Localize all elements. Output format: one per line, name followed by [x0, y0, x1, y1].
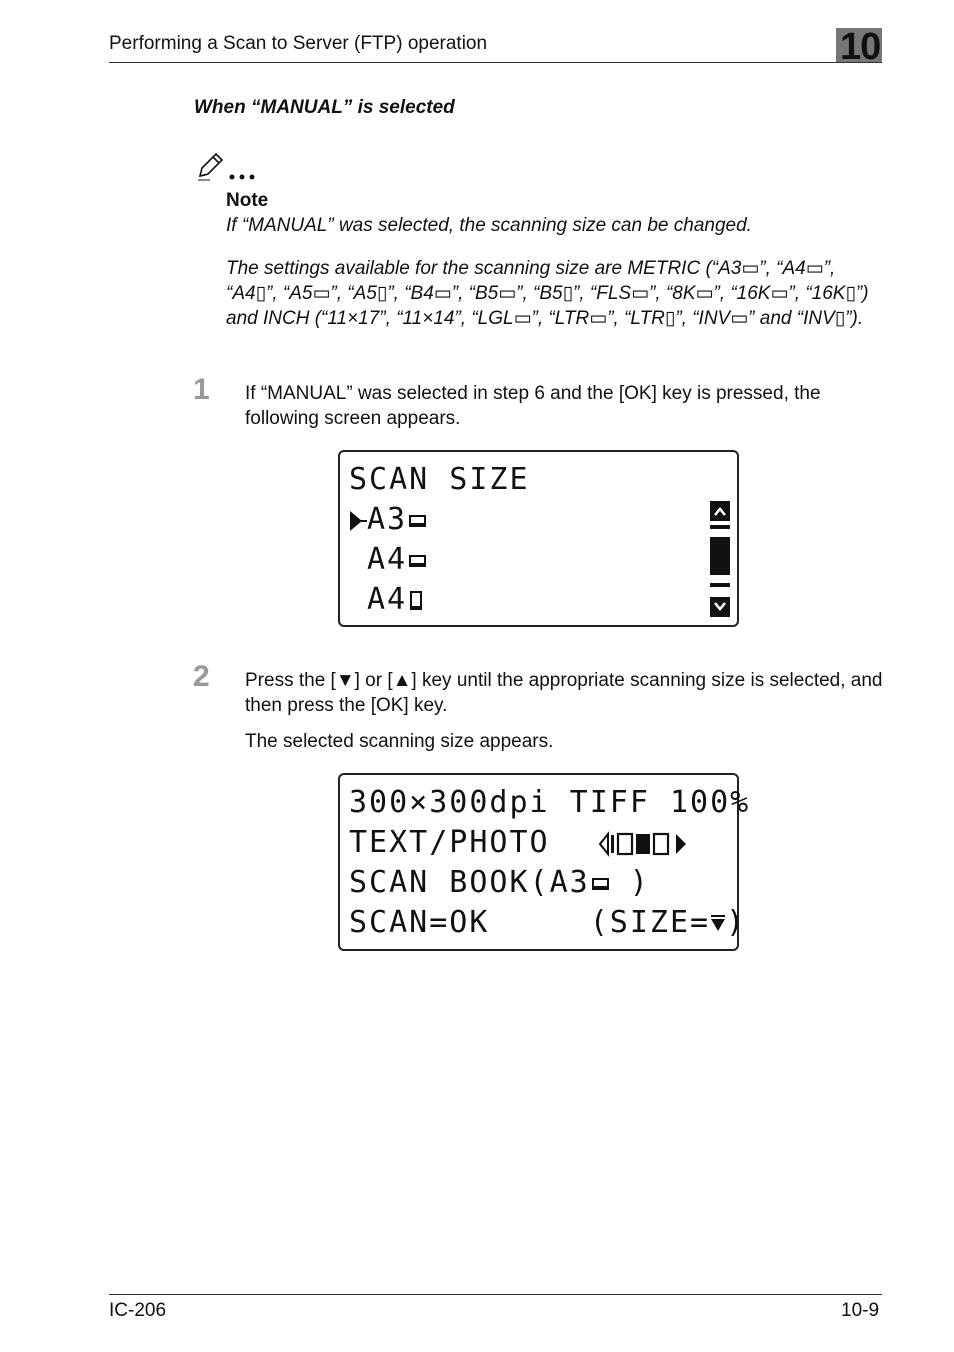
footer-page-number: 10-9 — [841, 1300, 880, 1321]
scrollbar-indicator-icon — [709, 501, 731, 617]
header-divider — [109, 62, 882, 63]
pencil-note-icon — [196, 146, 260, 184]
lcd-option-selected — [349, 503, 427, 537]
lcd-action-text: SCAN=OK (SIZE= — [349, 905, 711, 940]
note-text: If “MANUAL” was selected, the scanning size can be changed. — [226, 215, 752, 236]
step-result-text: The selected scanning size appears. — [245, 731, 554, 752]
lcd-option-label: A4 — [367, 542, 408, 577]
section-heading: When “MANUAL” is selected — [194, 97, 455, 118]
lcd-scan-size-screen — [338, 450, 739, 627]
portrait-paper-icon — [409, 590, 423, 612]
step-number: 2 — [193, 660, 210, 693]
landscape-paper-icon — [409, 514, 427, 528]
note-text-settings: The settings available for the scanning size are METRIC (“A3▭”, “A4▭”, “A4▯”, “A5▭”, “A5▯”, “B4▭”, “B5▭”, “B5▯”, “FLS▭”, “8K▭”, “16K▭”, “16K▯”) and INCH (“11×17”, “11×14”, “LGL▭”, “LTR▭”, “LTR▯”, “INV▭” and “INV▯”). — [226, 258, 869, 329]
chapter-number: 10 — [840, 28, 881, 62]
lcd-option-label: A4 — [367, 582, 408, 617]
running-header: Performing a Scan to Server (FTP) operation — [109, 33, 488, 54]
landscape-paper-icon — [592, 877, 610, 891]
lcd-scan-mode-line — [349, 866, 650, 900]
lcd-title: SCAN SIZE — [349, 462, 530, 497]
lcd-status-screen — [338, 773, 751, 951]
density-indicator-icon — [598, 831, 694, 857]
lcd-mode-line: TEXT/PHOTO — [349, 825, 550, 860]
lcd-option — [349, 583, 423, 617]
down-arrow-icon — [710, 913, 726, 935]
chapter-number-badge — [836, 28, 882, 62]
lcd-option — [349, 543, 427, 577]
footer-divider — [109, 1294, 882, 1295]
lcd-resolution-line: 300×300dpi TIFF 100% — [349, 785, 751, 820]
step-text: Press the [▼] or [▲] key until the appropriate scanning size is selected, and then press the [OK] key. — [245, 670, 883, 716]
lcd-action-line — [349, 906, 746, 940]
lcd-scan-mode-text: SCAN BOOK(A3 — [349, 865, 590, 900]
step-text: If “MANUAL” was selected in step 6 and the [OK] key is pressed, the following screen appears. — [245, 383, 821, 429]
landscape-paper-icon — [409, 554, 427, 568]
lcd-scan-mode-close: ) — [609, 865, 650, 900]
selection-cursor-icon — [349, 509, 367, 533]
footer-model: IC-206 — [109, 1300, 167, 1321]
note-label: Note — [226, 190, 269, 211]
lcd-action-close: ) — [726, 905, 747, 940]
step-number: 1 — [193, 373, 210, 406]
lcd-option-label: A3 — [367, 502, 408, 537]
